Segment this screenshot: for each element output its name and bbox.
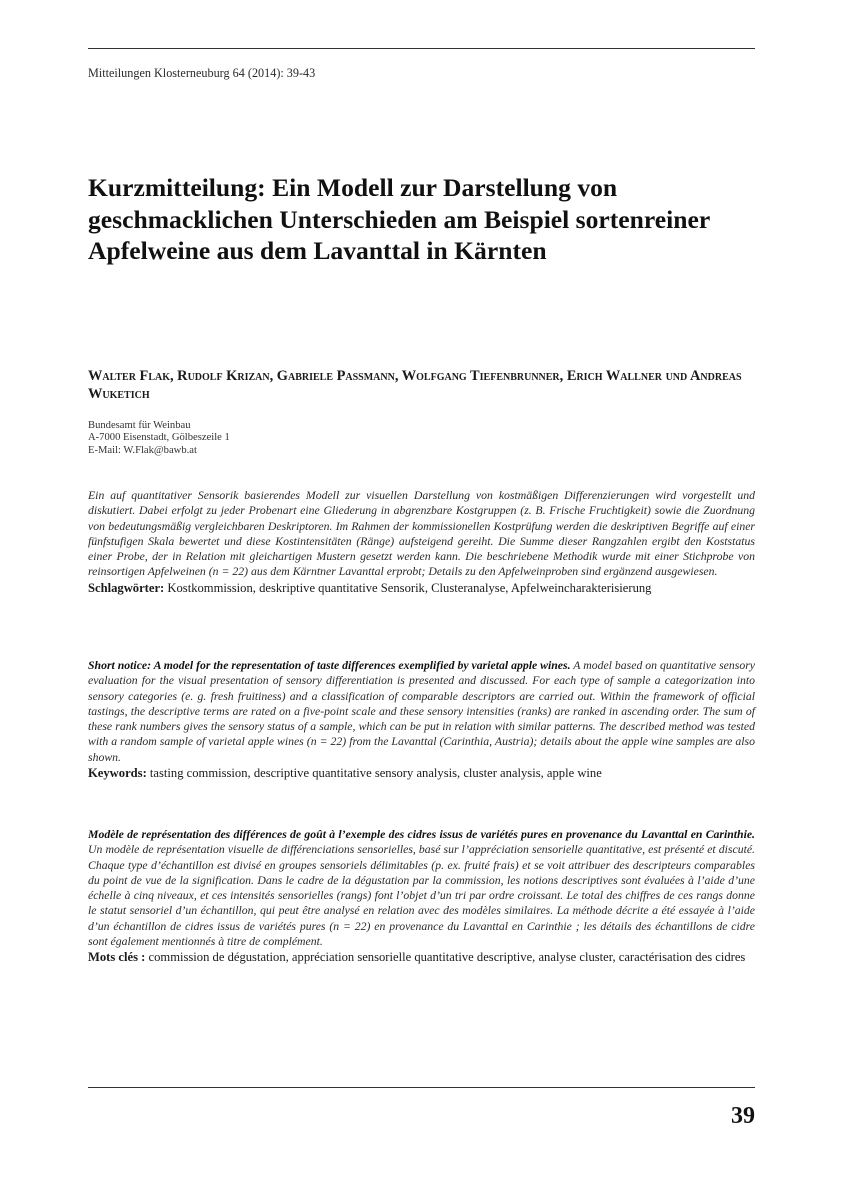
keywords-english <box>88 766 755 782</box>
affiliation-address: A-7000 Eisenstadt, Gölbeszeile 1 <box>88 432 230 444</box>
keywords-english-label: Keywords: <box>88 766 147 781</box>
author-list: Walter Flak, Rudolf Krizan, Gabriele Passmann, Wolfgang Tiefenbrunner, Erich Wallner und Andreas Wuketich <box>88 368 742 402</box>
abstract-french-lead: Modèle de représentation des différences de goût à l’exemple des cidres issus de variétés pures en provenance du Lavanttal en Carinthie. <box>88 828 755 841</box>
affiliation <box>88 420 230 457</box>
abstract-french-text <box>88 827 755 949</box>
keywords-german-label: Schlagwörter: <box>88 580 165 595</box>
keywords-english-values: tasting commission, descriptive quantitative sensory analysis, cluster analysis, apple wine <box>149 766 602 781</box>
abstract-english-text <box>88 658 755 765</box>
affiliation-institution: Bundesamt für Weinbau <box>88 420 191 431</box>
journal-reference: Mitteilungen Klosterneuburg 64 (2014): 39-43 <box>88 66 316 80</box>
abstract-french-body: Un modèle de représentation visuelle de différenciations sensorielles, basé sur l’appréciation sensorielle quantitative, est présenté et discuté. Chaque type d’échantillon est divisé en groupes sensoriels délimitables (p. ex. fruité frais) et se voit attribuer des descripteurs comparables du point de vue de la signification. Dans le cadre de la dégustation par la commission, les notions descriptives sont évaluées à l’aide d’une échelle à cinq niveaux, et ces intensités sensorielles (rangs) font l’objet d’un tri par ordre croissant. Le total des chiffres de ces rangs donne le statut sensoriel d’un échantillon, qui peut être analysé en relation avec des modèles similaires. La méthode décrite a été essayée à l’aide d’un échantillon de cidres issus de variétés pures (n = 22) en provenance du Lavanttal en Carinthie ; les détails des échantillons de cidre sont également mentionnés à titre de complément. <box>88 843 755 949</box>
abstract-german-text <box>88 488 755 580</box>
keywords-german <box>88 581 755 597</box>
abstract-english-body: A model based on quantitative sensory evaluation for the visual presentation of sensory differentiation is presented and discussed. For each type of sample a categorization into sensory categories (e. g. fresh fruitiness) and a classification of comparable descriptors are carried out. Within the framework of official tastings, the descriptive terms are rated on a five-point scale and these sensory intensities (ranks) are ranked in ascending order. The sum of these rank numbers gives the sensory status of a sample, which can be put in relation with similar patterns. The described method was tested with a random sample of varietal apple wines (n = 22) from the Lavanttal (Carinthia, Austria); details about the apple wine samples are also shown. <box>88 659 756 764</box>
footer-rule <box>88 1087 755 1088</box>
abstract-german-body: Ein auf quantitativer Sensorik basierendes Modell zur visuellen Darstellung von kostmäßigen Differenzierungen wird vorgestellt und diskutiert. Dabei erfolgt zu jeder Probenart eine Gliederung in abgrenzbare Kostgruppen (z. B. Frische Fruchtigkeit) sowie die Zuordnung von bedeutungsmäßig vergleichbaren Deskriptoren. Im Rahmen der kommissionellen Kostprüfung werden die deskriptiven Begriffe auf einer fünfstufigen Skala bewertet und diese Kostintensitäten (Ränge) aufsteigend gereiht. Die Summe dieser Rangzahlen ergibt den Koststatus einer Probe, der in Relation mit gleichartigen Mustern gesetzt werden kann. Die beschriebene Methodik wurde mit einer Stichprobe von reinsortigen Apfelweinen (n = 22) aus dem Kärntner Lavanttal erprobt; Details zu den Apfelweinproben sind ergänzend ausgewiesen. <box>88 489 755 579</box>
keywords-french-label: Mots clés : <box>88 950 146 965</box>
keywords-french <box>88 950 755 966</box>
header-rule <box>88 48 755 49</box>
keywords-german-values: Kostkommission, deskriptive quantitative Sensorik, Clusteranalyse, Apfelweincharakterisierung <box>167 580 652 595</box>
abstract-english-lead: Short notice: A model for the representation of taste differences exemplified by varietal apple wines. <box>88 659 571 672</box>
abstract-german <box>88 488 755 596</box>
abstract-english <box>88 658 755 782</box>
affiliation-email: E-Mail: W.Flak@bawb.at <box>88 444 197 456</box>
article-title: Kurzmitteilung: Ein Modell zur Darstellung von geschmacklichen Unterschieden am Beispiel sortenreiner Apfelweine aus dem Lavanttal in Kärnten <box>88 173 710 265</box>
keywords-french-values: commission de dégustation, appréciation sensorielle quantitative descriptive, analyse cluster, caractérisation des cidres <box>148 950 746 965</box>
abstract-french <box>88 827 755 966</box>
page-number: 39 <box>731 1103 755 1129</box>
